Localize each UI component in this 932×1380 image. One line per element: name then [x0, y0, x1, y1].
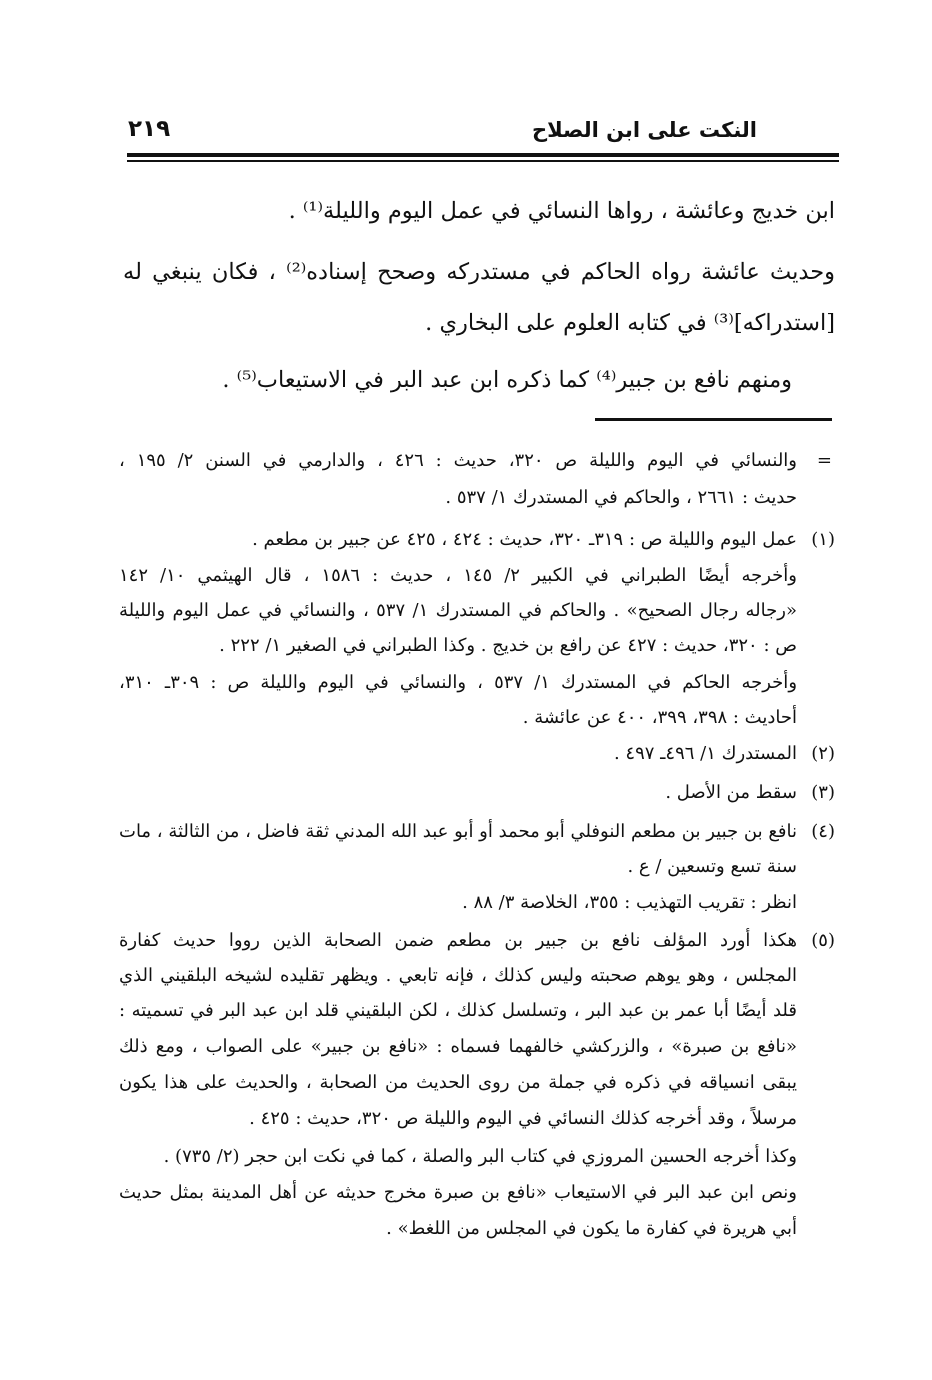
footnote-line: وأخرجه الحاكم في المستدرك ١/ ٥٣٧ ، والنسائي في اليوم والليلة ص : ٣٠٩ـ ٣١٠، — [119, 672, 798, 693]
footnote-line: وأخرجه أيضًا الطبراني في الكبير ٢/ ١٤٥ ، حديث : ١٥٨٦ ، قال الهيثمي ١٠/ ١٤٢ — [119, 565, 797, 586]
main-text-line: وحديث عائشة رواه الحاكم في مستدركه وصحح إسناده⁽²⁾ ، فكان ينبغي له — [123, 259, 835, 285]
footnote-marker-1: (١) — [811, 529, 835, 550]
footnote-line: نافع بن جبير بن مطعم النوفلي أبو محمد أو أبو عبد الله المدني ثقة فاضل ، من الثالثة ، مات — [119, 821, 797, 842]
footnote-line: هكذا أورد المؤلف نافع بن جبير بن مطعم ضمن الصحابة الذين رووا حديث كفارة — [119, 930, 797, 951]
footnote-line: ونص ابن عبد البر في الاستيعاب «نافع بن صبرة مخرج حديثه عن أهل المدينة بمثل حديث — [119, 1182, 797, 1203]
footnote-line: «نافع بن صبرة» ، والزركشي خالفهما فسماه : «نافع بن جبير» على الصواب ، ومع ذلك — [119, 1036, 797, 1057]
footnote-line: المستدرك ١/ ٤٩٦ـ ٤٩٧ . — [613, 743, 797, 764]
footnote-line: سقط من الأصل . — [665, 782, 797, 803]
footnote-marker-3: (٣) — [811, 782, 835, 803]
footnote-line: أحاديث : ٣٩٨، ٣٩٩، ٤٠٠ عن عائشة . — [522, 707, 797, 728]
footnote-line: والنسائي في اليوم والليلة ص ٣٢٠، حديث : ٤٢٦ ، والدارمي في السنن ٢/ ١٩٥ ، — [119, 450, 798, 471]
footnote-line: عمل اليوم والليلة ص : ٣١٩ـ ٣٢٠، حديث : ٤٢٤ ، ٤٢٥ عن جبير بن مطعم . — [252, 529, 797, 550]
footnote-marker-4: (٤) — [811, 821, 835, 842]
main-text-line: ومنهم نافع بن جبير⁽⁴⁾ كما ذكره ابن عبد البر في الاستيعاب⁽⁵⁾ . — [222, 367, 792, 393]
main-text-line: ابن خديج وعائشة ، رواها النسائي في عمل اليوم والليلة⁽¹⁾ . — [288, 198, 835, 224]
footnote-marker-5: (٥) — [811, 930, 835, 951]
page-number: ٢١٩ — [128, 116, 171, 142]
footnote-line: يبقى انسياقه في ذكره في جملة من روى الحديث من الصحابة ، والحديث على هذا يكون — [119, 1072, 797, 1093]
footnote-line: سنة تسع وتسعين / ع . — [627, 856, 797, 877]
footnote-line: قلد أيضًا أبا عمر بن عبد البر ، وتسلسل كذلك ، لكن البلقيني قلد ابن عبد البر في تسميته : — [119, 1000, 797, 1021]
footnote-line: المجلس ، وهو يوهم صحبته وليس كذلك ، فإنه تابعي . ويظهر تقليده لشيخه البلقيني الذي — [119, 965, 797, 986]
running-header-title: النكت على ابن الصلاح — [531, 118, 757, 142]
footnote-separator — [595, 418, 832, 421]
footnote-line: حديث : ٢٦٦١ ، والحاكم في المستدرك ١/ ٥٣٧ . — [445, 487, 797, 508]
footnote-continuation-marker: = — [816, 450, 832, 471]
header-rule-thick — [127, 153, 839, 157]
footnote-line: ص : ٣٢٠، حديث : ٤٢٧ عن رافع بن خديج . وكذا الطبراني في الصغير ١/ ٢٢٢ . — [219, 635, 797, 656]
footnote-line: وكذا أخرجه الحسين المروزي في كتاب البر والصلة ، كما في نكت ابن حجر (٢/ ٧٣٥) . — [163, 1146, 797, 1167]
footnote-line: انظر : تقريب التهذيب : ٣٥٥، الخلاصة ٣/ ٨٨ . — [462, 892, 797, 913]
footnote-line: مرسلاً ، وقد أخرجه كذلك النسائي في اليوم والليلة ص ٣٢٠، حديث : ٤٢٥ . — [249, 1108, 797, 1129]
footnote-line: «رجاله رجال الصحيح» . والحاكم في المستدرك ١/ ٥٣٧ ، والنسائي في عمل اليوم والليلة — [119, 600, 797, 621]
header-rule-thin — [127, 160, 839, 162]
main-text-line: [استدراكه]⁽³⁾ في كتابه العلوم على البخاري . — [425, 310, 835, 336]
footnote-marker-2: (٢) — [811, 743, 835, 764]
footnote-line: أبي هريرة في كفارة ما يكون في المجلس من اللغط» . — [386, 1218, 797, 1239]
